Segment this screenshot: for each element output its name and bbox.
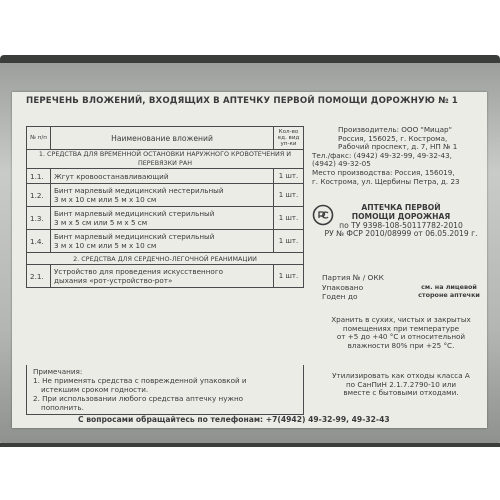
item-qty: 1 шт. <box>274 230 304 253</box>
product-spec: по ТУ 9398-108-50117782-2010 <box>339 220 463 230</box>
note-line: 2. При использовании любого средства аптечку нужно <box>33 394 244 403</box>
contents-table <box>26 126 304 288</box>
see-front-note <box>407 284 491 299</box>
manufacturer-line: (4942) 49-32-05 <box>312 159 371 169</box>
batch-line: Годен до <box>322 292 358 302</box>
batch-line: Упаковано <box>322 282 364 292</box>
manufacturer-info <box>312 126 490 186</box>
item-qty: 1 шт. <box>274 207 304 230</box>
item-name-line: Бинт марлевый медицинский стерильный <box>54 209 215 218</box>
item-name <box>51 230 274 253</box>
header-qty: Кол-во ед. вид уп-ки <box>274 127 304 150</box>
manufacturer-line: Место производства: Россия, 156019, <box>312 167 455 177</box>
section-title: 1. СРЕДСТВА ДЛЯ ВРЕМЕННОЙ ОСТАНОВКИ НАРУЖНОГО КРОВОТЕЧЕНИЯ И ПЕРЕВЯЗКИ РАН <box>27 150 304 169</box>
case-top-edge <box>0 55 500 63</box>
note-line: пополнить. <box>41 403 84 412</box>
case-bottom-edge <box>0 443 500 447</box>
notes-heading: Примечания: <box>33 367 83 376</box>
item-name <box>51 207 274 230</box>
storage-line: Хранить в сухих, чистых и закрытых <box>331 315 471 324</box>
item-name <box>51 184 274 207</box>
table-row <box>27 265 304 288</box>
item-name-line: 3 м х 5 см или 5 м х 5 см <box>54 218 148 227</box>
item-name <box>51 169 274 184</box>
item-name-line: 3 м х 10 см или 5 м х 10 см <box>54 195 157 204</box>
disposal-info <box>312 372 490 398</box>
disposal-line: по СанПиН 2.1.7.2790-10 или <box>345 379 457 389</box>
table-row <box>27 184 304 207</box>
manufacturer-line: Россия, 156025, г. Кострома, <box>338 133 448 143</box>
item-qty: 1 шт. <box>274 265 304 288</box>
table-row <box>27 169 304 184</box>
manufacturer-line: Производитель: ООО "Мицар" <box>338 125 452 134</box>
notes-box <box>26 365 304 415</box>
section-row <box>27 150 304 169</box>
section-row <box>27 253 304 265</box>
item-name <box>51 265 274 288</box>
note-line: 1. Не применять средства с поврежденной упаковкой и <box>33 376 247 385</box>
see-front-line: см. на лицевой <box>421 283 477 291</box>
product-name-line: ПОМОЩИ ДОРОЖНАЯ <box>351 211 451 221</box>
page-title: ПЕРЕЧЕНЬ ВЛОЖЕНИЙ, ВХОДЯЩИХ В АПТЕЧКУ ПЕРВОЙ ПОМОЩИ ДОРОЖНУЮ № 1 <box>26 96 458 106</box>
manufacturer-line: г. Кострома, ул. Щербины Петра, д. 23 <box>312 176 460 186</box>
storage-conditions <box>312 316 490 350</box>
item-number: 2.1. <box>27 265 51 288</box>
item-number: 1.3. <box>27 207 51 230</box>
contact-phones: С вопросами обращайтесь по телефонам: +7(4942) 49-32-99, 49-32-43 <box>78 415 390 424</box>
item-name-line: Жгут кровоостанавливающий <box>54 171 169 181</box>
item-name-line: Бинт марлевый медицинский стерильный <box>54 232 215 241</box>
batch-line: Партия № / ОКК <box>322 273 384 282</box>
label-sheet <box>12 92 487 428</box>
see-front-line: стороне аптечки <box>418 290 480 299</box>
note-line: истекшим сроком годности. <box>41 385 149 394</box>
storage-line: помещениях при температуре <box>342 323 460 333</box>
header-name: Наименование вложений <box>51 127 274 150</box>
item-number: 1.1. <box>27 169 51 184</box>
item-name-line: дыхания «рот-устройство-рот» <box>54 276 173 285</box>
table-row <box>27 207 304 230</box>
product-registration: РУ № ФСР 2010/08999 от 06.05.2019 г. <box>324 229 478 239</box>
disposal-line: вместе с бытовыми отходами. <box>343 388 459 398</box>
batch-info <box>322 273 384 302</box>
product-info <box>312 204 490 239</box>
manufacturer-line: Рабочий проспект, д. 7, НП № 1 <box>338 142 458 152</box>
storage-line: от +5 до +40 °С и относительной <box>336 332 466 342</box>
product-name-line: АПТЕЧКА ПЕРВОЙ <box>361 203 441 212</box>
item-name-line: Устройство для проведения искусственного <box>54 267 224 276</box>
manufacturer-line: Тел./факс: (4942) 49-32-99, 49-32-43, <box>312 150 452 160</box>
item-name-line: Бинт марлевый медицинский нестерильный <box>54 186 224 195</box>
item-qty: 1 шт. <box>274 184 304 207</box>
section-title: 2. СРЕДСТВА ДЛЯ СЕРДЕЧНО-ЛЕГОЧНОЙ РЕАНИМАЦИИ <box>27 253 304 265</box>
item-qty: 1 шт. <box>274 169 304 184</box>
table-header <box>27 127 304 150</box>
storage-line: влажности 80% при +25 °С. <box>347 340 455 350</box>
item-number: 1.2. <box>27 184 51 207</box>
disposal-line: Утилизировать как отходы класса А <box>332 371 470 380</box>
item-number: 1.4. <box>27 230 51 253</box>
item-name-line: 3 м х 10 см или 5 м х 10 см <box>54 241 157 250</box>
header-number: № п/п <box>27 127 51 150</box>
table-row <box>27 230 304 253</box>
